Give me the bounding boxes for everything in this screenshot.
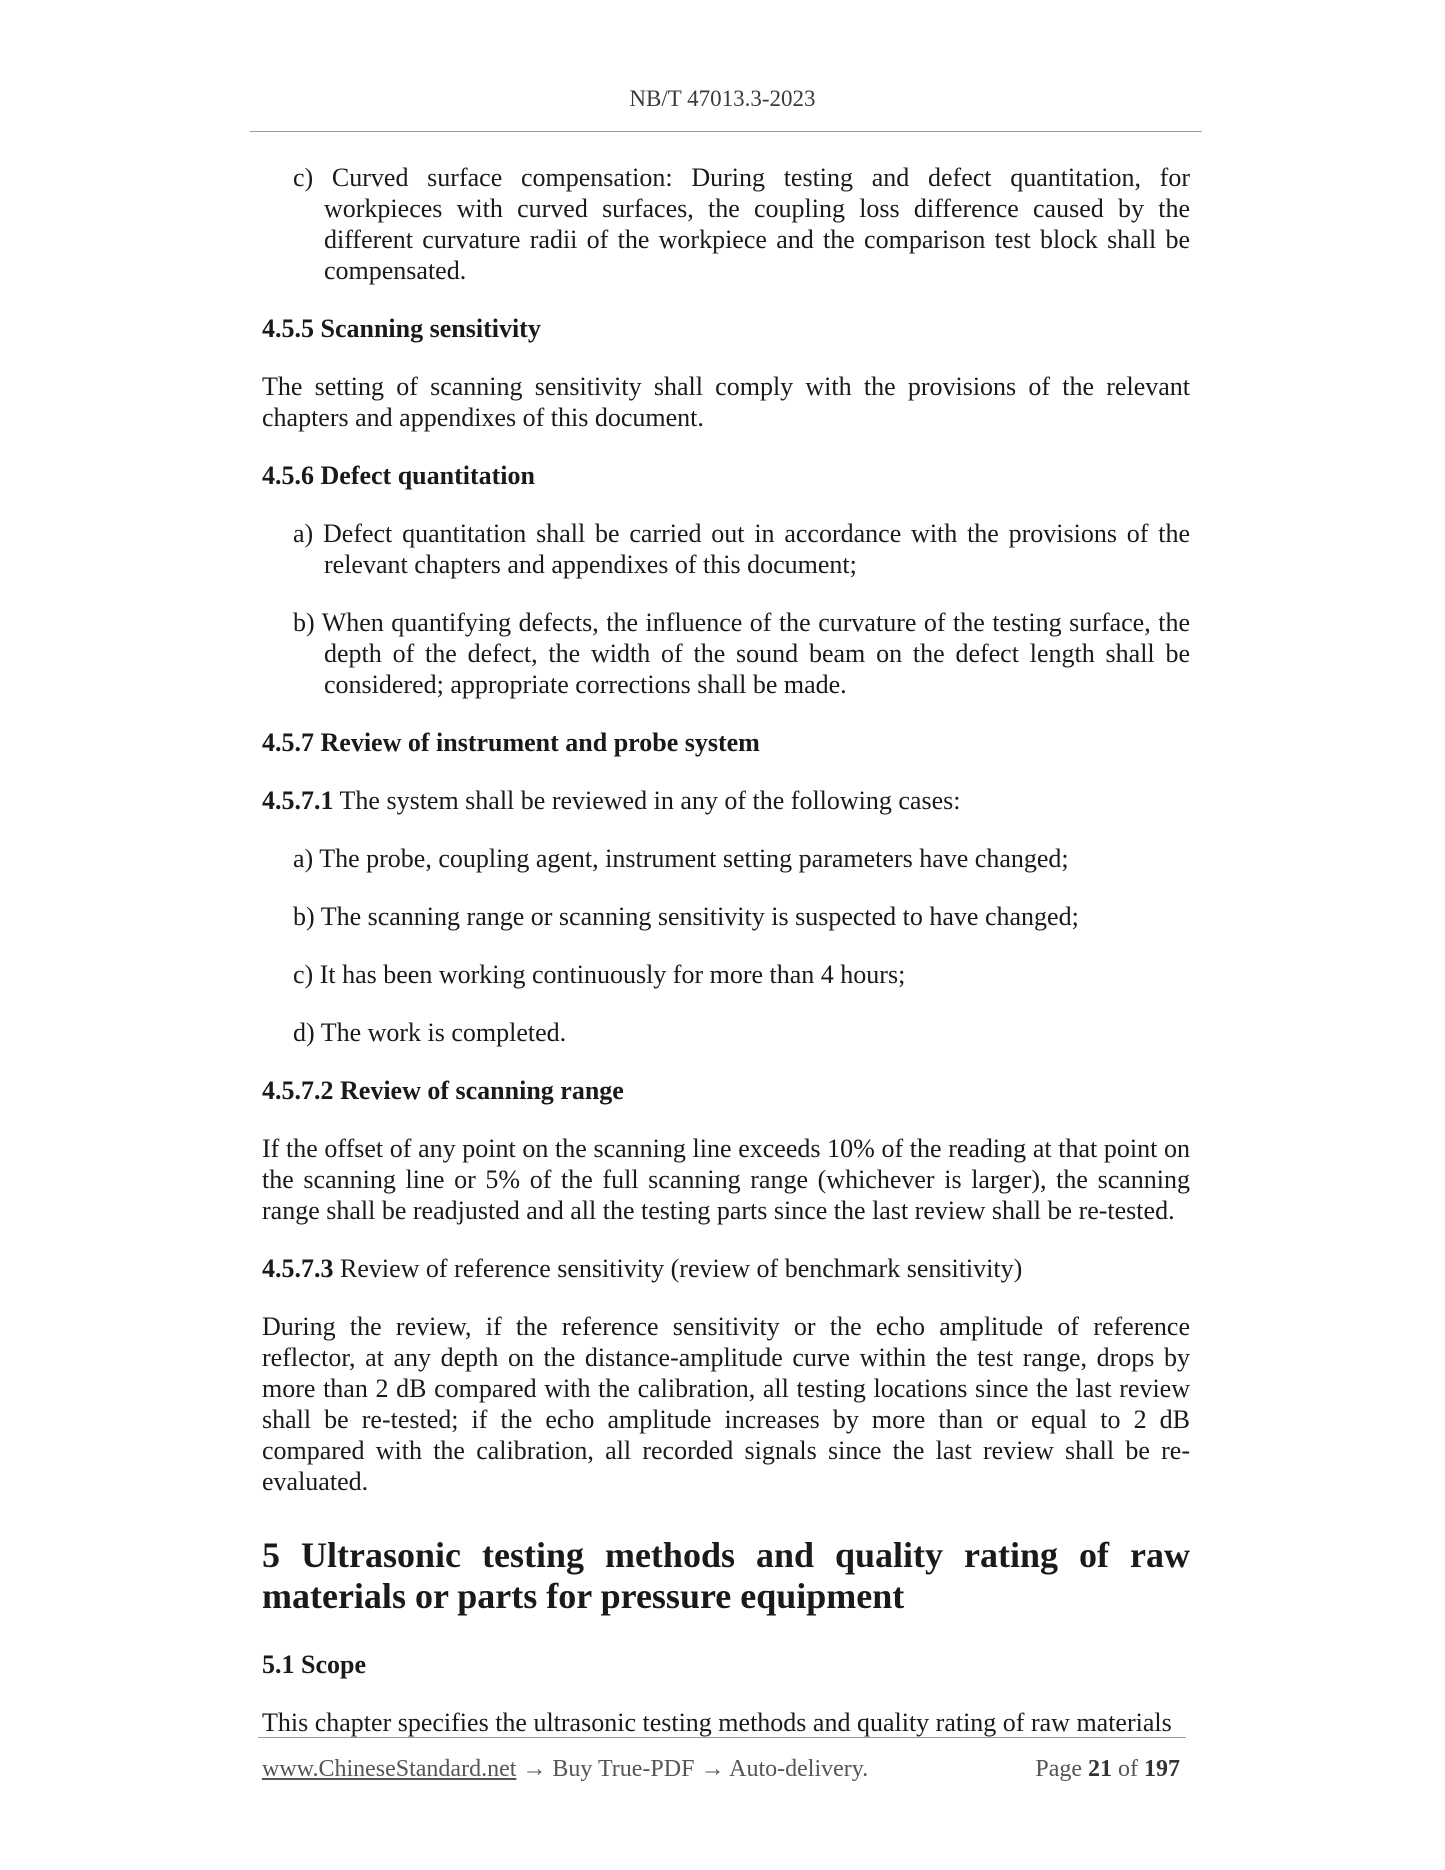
section-heading-4-5-5: 4.5.5 Scanning sensitivity xyxy=(262,314,541,343)
page-number: 21 xyxy=(1088,1756,1112,1782)
footer-promo xyxy=(262,1756,868,1783)
header-divider xyxy=(250,131,1202,132)
clause-text: Review of reference sensitivity (review of benchmark sensitivity) xyxy=(333,1254,1023,1283)
section-heading-5-1: 5.1 Scope xyxy=(262,1650,366,1679)
footer-divider xyxy=(258,1737,1186,1738)
clause-number: 4.5.7.1 xyxy=(262,786,334,815)
clause-number: 4.5.7.3 xyxy=(262,1254,334,1283)
paragraph-4-5-7-1 xyxy=(262,785,1190,816)
paragraph: This chapter specifies the ultrasonic testing methods and quality rating of raw materials xyxy=(262,1708,1172,1737)
chapter-heading-5: 5 Ultrasonic testing methods and quality rating of raw materials or parts for pressure equipment xyxy=(262,1535,1190,1616)
paragraph: The setting of scanning sensitivity shall comply with the provisions of the relevant chapters and appendixes of this document. xyxy=(262,372,1190,432)
of-label: of xyxy=(1112,1756,1144,1782)
delivery-text: Auto-delivery. xyxy=(729,1756,869,1782)
document-code-header: NB/T 47013.3-2023 xyxy=(629,86,816,111)
list-item: d) The work is completed. xyxy=(293,1018,567,1047)
paragraph: During the review, if the reference sensitivity or the echo amplitude of reference reflector, at any depth on the distance-amplitude curve within the test range, drops by more than 2 dB compared with the calibration, all testing locations since the last review shall be re-tested; if the echo amplitude increases by more than or equal to 2 dB compared with the calibration, all recorded signals since the last review shall be re-evaluated. xyxy=(262,1312,1190,1496)
paragraph: If the offset of any point on the scanning line exceeds 10% of the reading at that point on the scanning line or 5% of the full scanning range (whichever is larger), the scanning range shall be readjusted and all the testing parts since the last review shall be re-tested. xyxy=(262,1134,1190,1225)
section-heading-4-5-7-2: 4.5.7.2 Review of scanning range xyxy=(262,1076,624,1105)
section-heading-4-5-7: 4.5.7 Review of instrument and probe system xyxy=(262,728,760,757)
site-link[interactable]: www.ChineseStandard.net xyxy=(262,1756,517,1782)
buy-text: Buy True-PDF xyxy=(552,1756,695,1782)
section-heading-4-5-6: 4.5.6 Defect quantitation xyxy=(262,461,535,490)
list-item: b) When quantifying defects, the influence of the curvature of the testing surface, the depth of the defect, the width of the sound beam on the defect length shall be considered; appropriate corrections shall be made. xyxy=(293,608,1190,699)
arrow-icon: → xyxy=(694,1756,730,1782)
list-item: c) Curved surface compensation: During testing and defect quantitation, for workpieces with curved surfaces, the coupling loss difference caused by the different curvature radii of the workpiece and the comparison test block shall be compensated. xyxy=(293,163,1190,285)
list-item: b) The scanning range or scanning sensitivity is suspected to have changed; xyxy=(293,902,1079,931)
list-item: a) The probe, coupling agent, instrument setting parameters have changed; xyxy=(293,844,1069,873)
clause-text: The system shall be reviewed in any of the following cases: xyxy=(333,786,961,815)
page-label: Page xyxy=(1035,1756,1088,1782)
page-total: 197 xyxy=(1144,1756,1180,1782)
arrow-icon: → xyxy=(516,1756,553,1782)
page-indicator xyxy=(1035,1756,1180,1783)
list-item: c) It has been working continuously for more than 4 hours; xyxy=(293,960,906,989)
paragraph-4-5-7-3-title xyxy=(262,1253,1190,1284)
list-item: a) Defect quantitation shall be carried out in accordance with the provisions of the relevant chapters and appendixes of this document; xyxy=(293,519,1190,579)
page-content xyxy=(262,162,1190,1765)
